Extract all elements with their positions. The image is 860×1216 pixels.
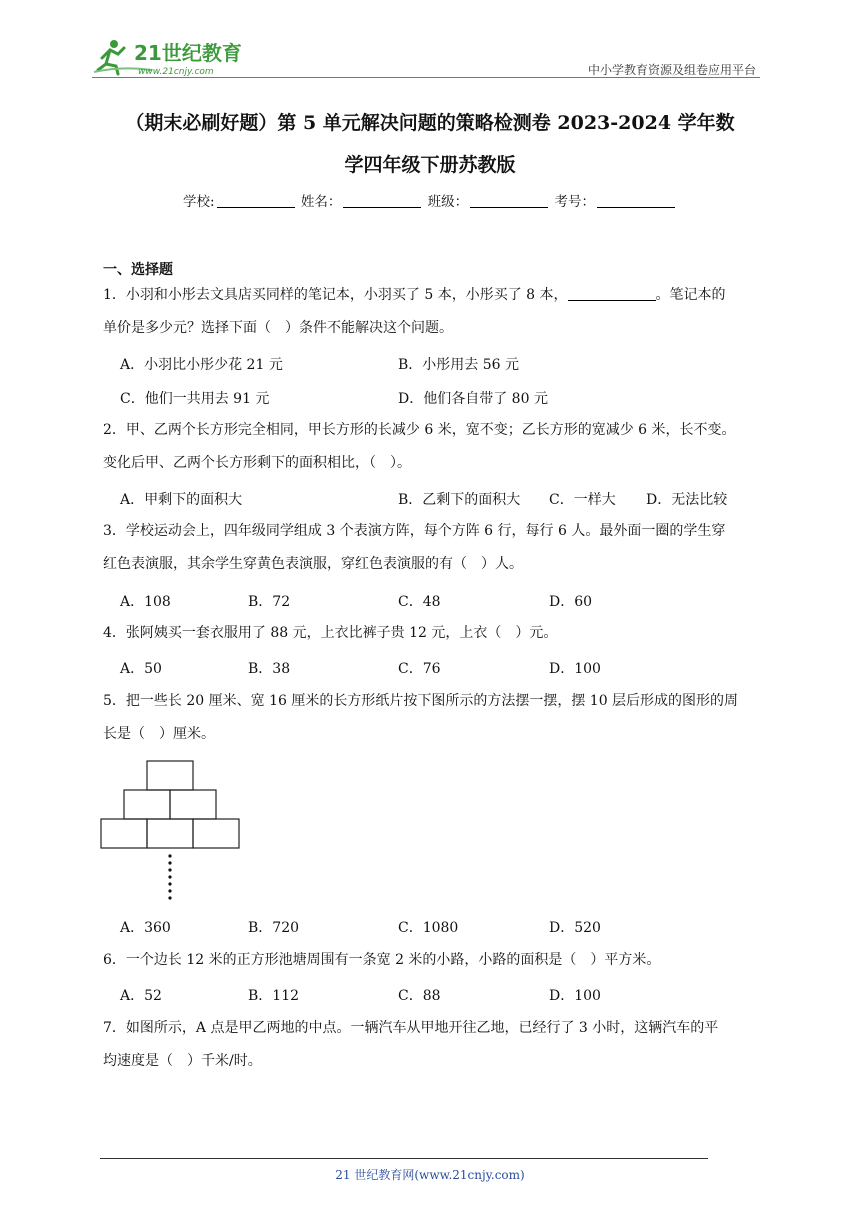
school-blank[interactable] [217, 195, 295, 208]
question-5 [103, 685, 763, 751]
q5-option-b[interactable]: B．720 [248, 920, 300, 936]
exam-no-blank[interactable] [597, 195, 675, 208]
figure-rect [147, 819, 193, 848]
class-label: 班级： [427, 194, 469, 210]
q5-option-d[interactable]: D．520 [549, 920, 601, 936]
q6-option-d[interactable]: D．100 [549, 988, 601, 1004]
school-label: 学校: [183, 194, 215, 210]
q4-option-a[interactable]: A．50 [120, 661, 162, 677]
q3-option-c[interactable]: C．48 [398, 594, 441, 610]
question-6-line1: 6．一个边长 12 米的正方形池塘周围有一条宽 2 米的小路，小路的面积是（ ）平方米。 [103, 952, 661, 968]
student-info-row [0, 190, 860, 210]
question-2-line1: 2．甲、乙两个长方形完全相同，甲长方形的长减少 6 米，宽不变；乙长方形的宽减少 6 米，长不变。 [103, 422, 736, 438]
page-title-line1: （期末必刷好题）第 5 单元解决问题的策略检测卷 2023-2024 学年数 [125, 112, 735, 134]
q4-option-b[interactable]: B．38 [248, 661, 291, 677]
exam-no-label: 考号： [554, 194, 595, 210]
footer-divider [100, 1158, 708, 1159]
question-5-line2: 长是（ ）厘米。 [103, 726, 215, 742]
question-5-line1: 5．把一些长 20 厘米、宽 16 厘米的长方形纸片按下图所示的方法摆一摆，摆 10 层后形成的图形的周 [103, 693, 739, 709]
figure-rect [193, 819, 239, 848]
question-4 [103, 617, 763, 650]
name-label: 姓名： [300, 194, 342, 210]
figure-rect [101, 819, 147, 848]
question-3-line2: 红色表演服，其余学生穿黄色表演服，穿红色表演服的有（ ）人。 [103, 556, 523, 572]
name-blank[interactable] [343, 195, 421, 208]
page-title-line2: 学四年级下册苏教版 [344, 154, 516, 176]
question-4-line1: 4．张阿姨买一套衣服用了 88 元，上衣比裤子贵 12 元，上衣（ ）元。 [103, 625, 558, 641]
q2-option-d[interactable]: D．无法比较 [646, 492, 728, 508]
figure-rect [124, 790, 170, 819]
question-6 [103, 944, 763, 977]
q1-option-d[interactable]: D．他们各自带了 80 元 [398, 391, 548, 407]
question-1-line1: 1．小羽和小彤去文具店买同样的笔记本，小羽买了 5 本，小彤买了 8 本， 。笔记本的 [103, 287, 726, 303]
question-3-line1: 3．学校运动会上，四年级同学组成 3 个表演方阵，每个方阵 6 行，每行 6 人。最外面一圈的学生穿 [103, 523, 726, 539]
q2-option-a[interactable]: A．甲剩下的面积大 [120, 492, 243, 508]
question-2-line2: 变化后甲、乙两个长方形剩下的面积相比，（ ）。 [103, 455, 411, 471]
question-3 [103, 515, 763, 581]
continuation-dots [168, 854, 171, 899]
q1-option-b[interactable]: B．小彤用去 56 元 [398, 357, 520, 373]
figure-rect [170, 790, 216, 819]
q3-option-d[interactable]: D．60 [549, 594, 593, 610]
q5-option-c[interactable]: C．1080 [398, 920, 459, 936]
question-1-line2: 单价是多少元？选择下面（ ）条件不能解决这个问题。 [103, 320, 453, 336]
q4-option-c[interactable]: C．76 [398, 661, 441, 677]
stacked-rectangles-figure [100, 760, 242, 904]
q6-option-b[interactable]: B．112 [248, 988, 300, 1004]
site-logo [92, 36, 262, 78]
q3-option-a[interactable]: A．108 [120, 594, 171, 610]
q3-option-b[interactable]: B．72 [248, 594, 291, 610]
platform-label: 中小学教育资源及组卷应用平台 [587, 63, 756, 77]
q5-option-a[interactable]: A．360 [120, 920, 171, 936]
question-1-blank[interactable] [568, 286, 656, 301]
q6-option-c[interactable]: C．88 [398, 988, 441, 1004]
q1-option-c[interactable]: C．他们一共用去 91 元 [120, 391, 270, 407]
q4-option-d[interactable]: D．100 [549, 661, 601, 677]
q2-option-c[interactable]: C．一样大 [549, 492, 616, 508]
q2-option-b[interactable]: B．乙剩下的面积大 [398, 492, 521, 508]
question-2 [103, 414, 763, 480]
page-header [92, 30, 760, 80]
logo-text: 21世纪教育 [134, 41, 242, 65]
footer-text[interactable]: 21 世纪教育网(www.21cnjy.com) [335, 1168, 525, 1182]
logo-url: www.21cnjy.com [138, 67, 214, 77]
question-7-line2: 均速度是（ ）千米/时。 [103, 1053, 262, 1069]
q6-option-a[interactable]: A．52 [120, 988, 162, 1004]
class-blank[interactable] [470, 195, 548, 208]
header-divider [92, 77, 760, 78]
question-1 [103, 279, 763, 345]
question-7-line1: 7．如图所示，A 点是甲乙两地的中点。一辆汽车从甲地开往乙地，已经行了 3 小时，这辆汽车的平 [103, 1020, 719, 1036]
figure-rect [147, 761, 193, 790]
section-heading: 一、选择题 [103, 262, 173, 278]
question-7 [103, 1012, 763, 1078]
q1-option-a[interactable]: A．小羽比小彤少花 21 元 [120, 357, 283, 373]
